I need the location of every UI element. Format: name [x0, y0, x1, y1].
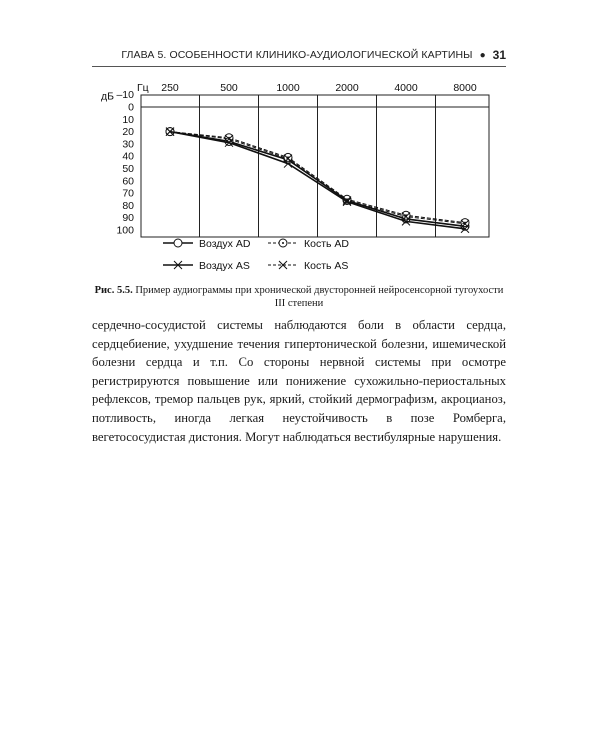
y-tick-20: 20 [122, 126, 134, 139]
legend-marker-кость-ad-center-dot [282, 242, 284, 244]
y-tick-0: 0 [128, 101, 134, 114]
grid-lines [141, 95, 489, 237]
y-tick-60: 60 [122, 175, 134, 188]
chapter-title: ГЛАВА 5. ОСОБЕННОСТИ КЛИНИКО-АУДИОЛОГИЧЕСКОЙ КАРТИНЫ [121, 49, 473, 61]
x-tick-250: 250 [161, 82, 179, 94]
x-tick-2000: 2000 [335, 82, 359, 94]
x-tick-4000: 4000 [394, 82, 418, 94]
y-tick-90: 90 [122, 212, 134, 225]
y-tick-100: 100 [116, 224, 134, 237]
y-tick-70: 70 [122, 187, 134, 200]
y-tick-10: 10 [122, 113, 134, 126]
x-unit-label: Гц [137, 82, 149, 94]
legend-label-воздух-as: Воздух AS [199, 259, 250, 272]
x-tick-labels [161, 82, 477, 94]
figure-caption [92, 284, 506, 310]
x-tick-1000: 1000 [276, 82, 300, 94]
y-tick-30: 30 [122, 138, 134, 151]
body-paragraph: сердечно-сосудистой системы наблюдаются боли в области сердца, сердцебиение, ухудшение течения гипертонической болезни, ишемической болезни сердца и т.п. Со стороны нервной системы при осмотре регистрируются повышение или понижение сухожильно-периостальных рефлексов, тремор пальцев рук, яркий, стойкий дермографизм, акроцианоз, потливость, иногда легкая неустойчивость в позе Ромберга, вегетососудистая дистония. Могут наблюдаться вестибулярные нарушения. [92, 318, 506, 444]
page-number: 31 [492, 48, 506, 62]
legend [163, 238, 349, 272]
legend-label-кость-as: Кость AS [304, 259, 349, 272]
plot-frame [141, 95, 489, 237]
bullet-separator: ● [479, 49, 486, 61]
y-tick--10: –10 [116, 89, 134, 102]
y-tick-80: 80 [122, 199, 134, 212]
legend-label-кость-ad: Кость AD [304, 237, 349, 250]
y-unit-label: дБ [101, 90, 115, 103]
x-tick-500: 500 [220, 82, 238, 94]
y-tick-40: 40 [122, 150, 134, 163]
legend-label-воздух-ad: Воздух AD [199, 237, 251, 250]
figure-label: Рис. 5.5. [94, 285, 133, 296]
caption-text: Пример аудиограммы при хронической двусторонней нейросенсорной тугоухости III степени [132, 285, 504, 309]
audiogram-chart [0, 0, 600, 285]
y-tick-labels [116, 89, 134, 236]
x-tick-8000: 8000 [453, 82, 477, 94]
legend-marker-воздух-ad [174, 239, 182, 247]
y-tick-50: 50 [122, 163, 134, 175]
